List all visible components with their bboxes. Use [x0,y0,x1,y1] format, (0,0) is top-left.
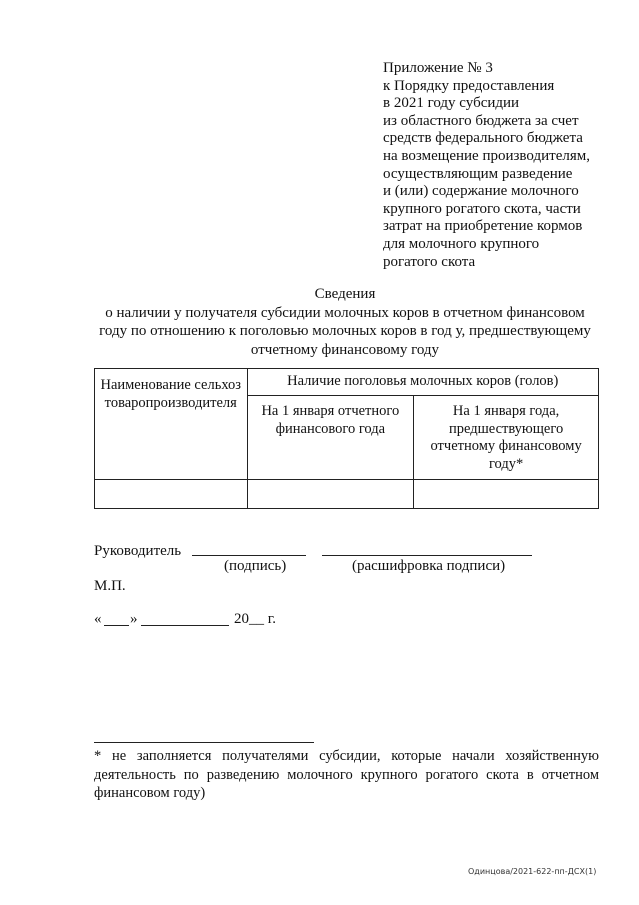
date-month-line [141,625,229,626]
signature-decode-caption: (расшифровка подписи) [352,558,506,574]
appendix-line: Приложение № 3 [383,60,493,76]
appendix-line: крупного рогатого скота, части [383,200,581,217]
head-label: Руководитель [94,543,182,559]
date-quote-close: » [130,611,138,627]
table-cell [247,480,414,509]
table-cell [414,480,599,509]
appendix-line: из областного бюджета за счет [383,112,579,129]
table-cell [95,480,248,509]
appendix-line: в 2021 году субсидии [383,95,520,112]
appendix-line: для молочного крупного [383,235,540,252]
signature-line [192,555,306,556]
document-title: Сведения [314,286,376,302]
document-heading [85,285,605,359]
appendix-line: и (или) содержание молочного [383,183,579,200]
date-year: 20__ г. [234,611,276,627]
livestock-group-header: Наличие поголовья молочных коров (голов) [247,369,599,396]
heading-line: о наличии у получателя субсидии молочных коров в отчетном финансовом [105,304,585,321]
appendix-block [383,60,633,271]
date-day-line [104,625,129,626]
document-stamp: Одинцова/2021-622-пп-ДСХ(1) [468,867,597,876]
footnote: * не заполняется получателями субсидии, которые начали хозяйственную деятельность по разведению молочного крупного рогатого скота в отчетном финансовом году) [94,748,599,801]
livestock-table [94,368,599,509]
seal-place: М.П. [94,578,126,594]
jan1-reporting-year-header: На 1 января отчетного финансового года [247,396,414,480]
heading-line: отчетному финансовому году [250,341,440,358]
appendix-line: осуществляющим разведение [383,165,573,182]
appendix-line: к Порядку предоставления [383,77,555,94]
date-quote-open: « [94,611,102,627]
producer-name-header: Наименование сельхозтоваропроизводителя [95,369,248,480]
appendix-line: затрат на приобретение кормов [383,218,583,235]
signature-decode-line [322,555,532,556]
signature-caption: (подпись) [224,558,287,574]
appendix-line: на возмещение производителям, [383,147,590,164]
jan1-previous-year-header: На 1 января года, предшествующего отчетному финансовому году* [414,396,599,480]
footnote-divider [94,742,314,743]
appendix-line: средств федерального бюджета [383,130,583,147]
appendix-line: рогатого скота [383,253,476,270]
heading-line: году по отношению к поголовью молочных коров в год у, предшествующему [99,323,591,339]
